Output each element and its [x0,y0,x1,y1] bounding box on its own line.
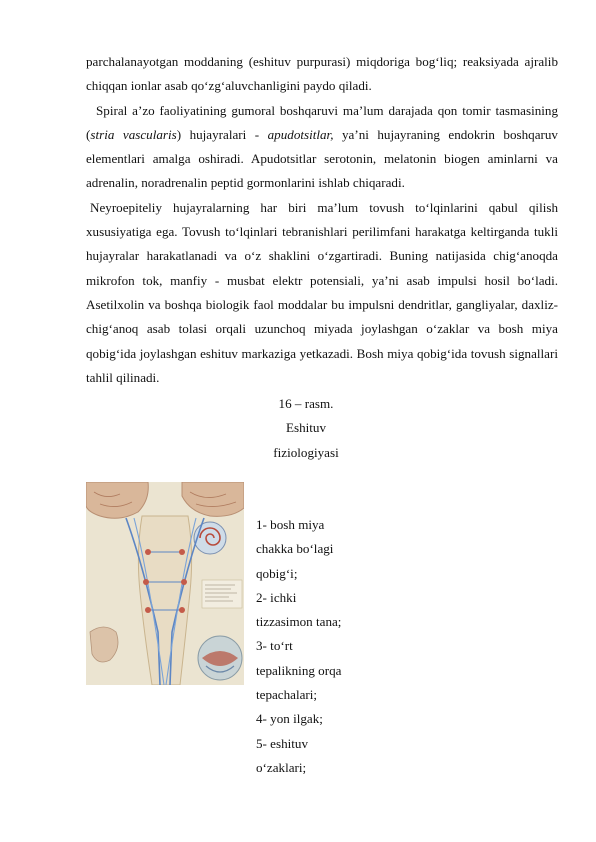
legend-line: 4- yon ilgak; [256,711,323,727]
legend-line: 1- bosh miya [256,517,325,532]
body-text [86,50,558,390]
paragraph-3: Neyroepiteliy hujayralarning har biri ma’lum tovush to‘lqinlarini qabul qilish xususiyatiga ega. Tovush to‘lqinlari tebranishlari perilimfani harakatga keltirganda tukli hujayralar harakatlanadi va o‘z shaklini o‘zgartiradi. Buning natijasida chig‘anoqda mikrofon tok, manfiy - musbat elektr potensiali, ya’ni asab impulsi hosil bo‘ladi. Asetilxolin va boshqa biologik faol moddalar bu impulsni dendritlar, gangliyalar, daxliz-chig‘anoq asab tolasi orqali uzunchoq miyada joylashgan o‘zaklar va bosh miya qobig‘ida joylashgan eshituv markaziga yetkazadi. Bosh miya qobig‘ida tovush signallari tahlil qilinadi. [86,199,558,385]
legend-line: 3- to‘rt [256,638,293,654]
paragraph-2-text-a: Spiral a’zo faoliyatining gumoral boshqaruvi ma’lum darajada qon tomir tasmasining ( [86,102,558,142]
auditory-pathway-illustration [86,482,244,685]
legend-line: 2- ichki [256,589,297,605]
figure-legend [256,513,366,780]
figure-number: 16 – rasm. [278,396,334,411]
legend-line: 5- eshituv [256,735,309,751]
paragraph-2-text-b: ) hujayralari - [176,126,268,142]
legend-line: tepachalari; [256,687,318,703]
paragraph-1: parchalanayotgan moddaning (eshituv purpurasi) miqdoriga bog‘liq; reaksiyada ajralib chiqqan ionlar asab qo‘zg‘aluvchanligini paydo qiladi. [86,54,558,94]
figure-title-line-1: Eshituv [285,420,326,436]
legend-line: tizzasimon tana; [256,614,342,630]
legend-line: chakka bo‘lagi [256,541,334,557]
paragraph-2-italic-term-1: stria vascularis [90,126,177,142]
legend-line: tepalikning orqa [256,662,342,678]
legend-line: qobig‘i; [256,565,298,581]
paragraph-2-italic-term-2: apudotsitlar, [267,126,334,142]
legend-line: o‘zaklari; [256,759,307,775]
figure-title-line-2: fiziologiyasi [273,444,339,460]
paragraph-2-text-c: ya’ni hujayraning endokrin boshqaruv elementlari amalga oshiradi. Apudotsitlar serotonin, melatonin biogen aminlarni va adrenalin, noradrenalin peptid gormonlarini ishlab chiqaradi. [86,126,558,191]
paragraph-2 [86,99,558,196]
figure-caption-heading [256,392,356,465]
